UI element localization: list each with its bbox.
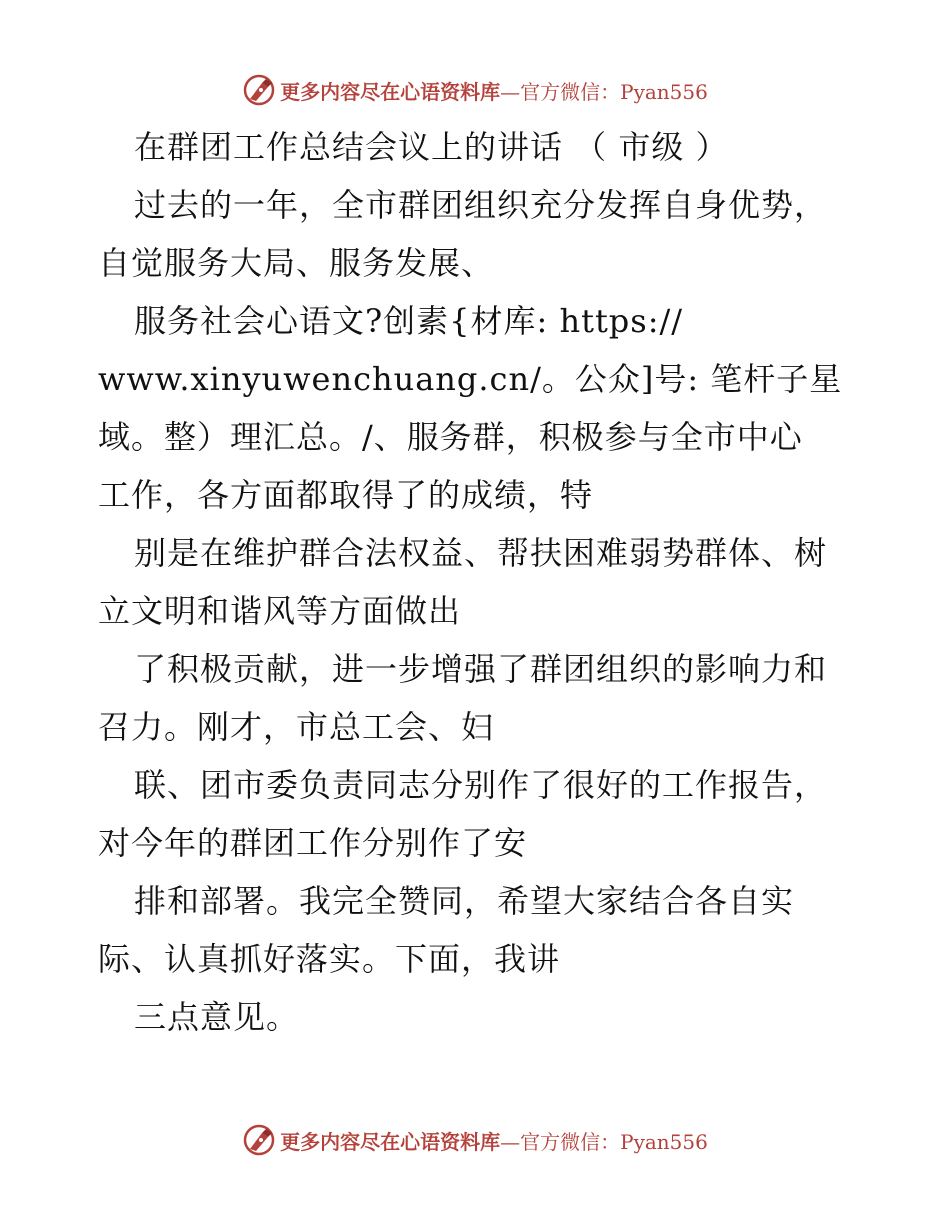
paragraph-line: 了积极贡献，进一步增强了群团组织的影响力和 (134, 650, 828, 688)
paragraph-line: 联、团市委负责同志分别作了很好的工作报告， (134, 766, 828, 804)
pen-nib-logo-icon (242, 1123, 276, 1157)
paragraph-line: 排和部署。我完全赞同，希望大家结合各自实 (134, 882, 795, 920)
paragraph-line: 别是在维护群合法权益、帮扶困难弱势群体、树 (134, 534, 828, 572)
paragraph-line: 域。整）理汇总。/、服务群，积极参与全市中心 (98, 418, 803, 456)
paragraph-line: 对今年的群团工作分别作了安 (98, 824, 528, 862)
banner-title: 更多内容尽在心语资料库 (280, 79, 501, 104)
footer-banner (0, 1120, 950, 1160)
paragraph-line: 服务社会心语文?创素{材库: https:// (134, 302, 684, 340)
paragraph-line: 过去的一年，全市群团组织充分发挥自身优势， (134, 186, 828, 224)
pen-nib-logo-icon (242, 73, 276, 107)
paragraph-line: www.xinyuwenchuang.cn/。公众]号: 笔杆子星 (98, 360, 843, 398)
banner-text (280, 1126, 708, 1155)
document-title: 在群团工作总结会议上的讲话 （ 市级 ） (134, 128, 729, 166)
paragraph-line: 立文明和谐风等方面做出 (98, 592, 462, 630)
banner-wechat: 官方微信：Pyan556 (520, 1129, 708, 1154)
paragraph-line: 召力。刚才，市总工会、妇 (98, 708, 495, 746)
paragraph-line: 自觉服务大局、服务发展、 (98, 244, 495, 282)
banner-wechat: 官方微信：Pyan556 (520, 79, 708, 104)
paragraph-line: 工作，各方面都取得了的成绩，特 (98, 476, 594, 514)
banner-dash: — (500, 79, 521, 104)
paragraph-line: 三点意见。 (134, 998, 300, 1036)
paragraph-line: 际、认真抓好落实。下面，我讲 (98, 940, 561, 978)
banner-title: 更多内容尽在心语资料库 (280, 1129, 501, 1154)
header-banner (0, 70, 950, 110)
banner-dash: — (500, 1129, 521, 1154)
banner-text (280, 76, 708, 105)
